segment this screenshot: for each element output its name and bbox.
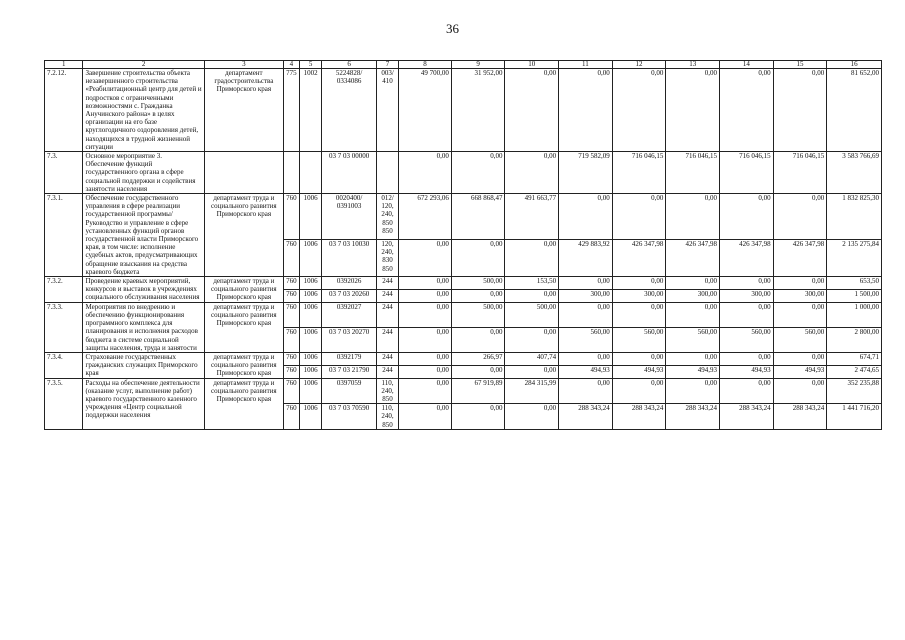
- table-cell: 674,71: [827, 352, 882, 365]
- table-cell: 560,00: [612, 327, 666, 352]
- table-cell: 0,00: [505, 69, 559, 152]
- column-header: 11: [559, 61, 613, 69]
- table-cell: 244: [376, 289, 398, 302]
- page-number: 36: [446, 21, 459, 36]
- table-cell: 5224828/ 0334086: [322, 69, 377, 152]
- table-cell: 0,00: [559, 194, 613, 240]
- table-cell: 760: [283, 378, 299, 404]
- table-cell: 0,00: [559, 302, 613, 327]
- table-cell: 426 347,98: [612, 240, 666, 277]
- column-header: 7: [376, 61, 398, 69]
- table-cell: 0,00: [559, 277, 613, 290]
- table-cell: 288 343,24: [720, 404, 774, 430]
- table-cell: 500,00: [505, 302, 559, 327]
- table-cell: 0,00: [399, 327, 452, 352]
- table-cell: 668 868,47: [451, 194, 505, 240]
- table-cell: 0,00: [451, 289, 505, 302]
- column-header: 14: [720, 61, 774, 69]
- table-cell: 0,00: [666, 352, 720, 365]
- table-cell: 244: [376, 352, 398, 365]
- table-cell: 653,50: [827, 277, 882, 290]
- table-cell: 003/ 410: [376, 69, 398, 152]
- row-name: Расходы на обеспечение деятельности (оказание услуг, выполнение работ) краевого государственного казенного учреждения «Центр социальной поддержки населения: [83, 378, 204, 429]
- table-cell: 672 293,06: [399, 194, 452, 240]
- row-name: Проведение краевых мероприятий, конкурсов и выставок в учреждениях социального обслуживания населения: [83, 277, 204, 303]
- row-name: Основное мероприятие 3. Обеспечение функций государственного органа в сфере социальной поддержки и содействия занятости населения: [83, 152, 204, 194]
- table-cell: 560,00: [720, 327, 774, 352]
- table-cell: 0392179: [322, 352, 377, 365]
- row-department: департамент труда и социального развития Приморского края: [204, 277, 283, 303]
- column-header: 5: [300, 61, 322, 69]
- table-cell: 0,00: [505, 327, 559, 352]
- table-cell: 0,00: [720, 194, 774, 240]
- table-cell: 407,74: [505, 352, 559, 365]
- table-cell: 244: [376, 365, 398, 378]
- row-department: департамент труда и социального развития Приморского края: [204, 302, 283, 352]
- table-cell: 716 046,15: [612, 152, 666, 194]
- table-cell: 03 7 03 70590: [322, 404, 377, 430]
- table-cell: 494,93: [559, 365, 613, 378]
- table-cell: 81 652,00: [827, 69, 882, 152]
- table-cell: 300,00: [559, 289, 613, 302]
- column-header: 1: [45, 61, 83, 69]
- table-cell: 1002: [300, 69, 322, 152]
- table-cell: 0,00: [399, 302, 452, 327]
- column-header: 15: [773, 61, 827, 69]
- table-cell: 760: [283, 289, 299, 302]
- table-cell: 1006: [300, 404, 322, 430]
- table-cell: 560,00: [773, 327, 827, 352]
- table-cell: 288 343,24: [559, 404, 613, 430]
- table-cell: 244: [376, 327, 398, 352]
- table-cell: 153,50: [505, 277, 559, 290]
- row-number: 7.3.4.: [45, 352, 83, 378]
- table-cell: 1006: [300, 194, 322, 240]
- column-header: 12: [612, 61, 666, 69]
- table-cell: 426 347,98: [773, 240, 827, 277]
- table-cell: 0,00: [451, 152, 505, 194]
- table-cell: 0,00: [773, 352, 827, 365]
- column-header: 6: [322, 61, 377, 69]
- table-cell: 0,00: [399, 352, 452, 365]
- table-cell: 760: [283, 194, 299, 240]
- table-cell: 67 919,89: [451, 378, 505, 404]
- column-header: 8: [399, 61, 452, 69]
- table-cell: 0,00: [505, 404, 559, 430]
- row-number: 7.2.12.: [45, 69, 83, 152]
- table-cell: 0,00: [399, 152, 452, 194]
- table-cell: 426 347,98: [666, 240, 720, 277]
- table-cell: 0,00: [612, 277, 666, 290]
- table-cell: 1 500,00: [827, 289, 882, 302]
- table-cell: 0,00: [559, 378, 613, 404]
- row-department: департамент градостроительства Приморского края: [204, 69, 283, 152]
- table-cell: 0,00: [559, 69, 613, 152]
- table-cell: 1006: [300, 352, 322, 365]
- table-cell: 760: [283, 365, 299, 378]
- column-header: 9: [451, 61, 505, 69]
- table-cell: 500,00: [451, 277, 505, 290]
- table-cell: 266,97: [451, 352, 505, 365]
- table-cell: 352 235,88: [827, 378, 882, 404]
- table-cell: 0,00: [399, 240, 452, 277]
- table-cell: 0,00: [666, 302, 720, 327]
- table-cell: 1006: [300, 277, 322, 290]
- table-cell: [283, 152, 299, 194]
- table-cell: 3 583 766,69: [827, 152, 882, 194]
- table-cell: 719 582,09: [559, 152, 613, 194]
- table-cell: 0,00: [505, 152, 559, 194]
- table-row: [45, 277, 882, 290]
- table-cell: 1006: [300, 365, 322, 378]
- table-cell: 284 315,99: [505, 378, 559, 404]
- table-cell: 1006: [300, 378, 322, 404]
- table-cell: 03 7 03 00000: [322, 152, 377, 194]
- table-cell: 31 952,00: [451, 69, 505, 152]
- table-cell: 0,00: [399, 378, 452, 404]
- table-cell: 1006: [300, 302, 322, 327]
- table-cell: 760: [283, 240, 299, 277]
- table-cell: 0,00: [773, 302, 827, 327]
- table-cell: 244: [376, 302, 398, 327]
- table-cell: 0,00: [451, 365, 505, 378]
- table-cell: 0,00: [612, 302, 666, 327]
- row-name: Завершение строительства объекта незавершенного строительства «Реабилитационный центр для детей и подростков с ограниченными возможностями с. Гражданка Анучинского района» в целях организации на его базе круглогодичного оздоровления детей, находящихся в трудной жизненной ситуации: [83, 69, 204, 152]
- table-cell: 2 800,00: [827, 327, 882, 352]
- table-cell: 0,00: [612, 352, 666, 365]
- table-cell: 760: [283, 404, 299, 430]
- table-cell: 300,00: [666, 289, 720, 302]
- table-cell: 426 347,98: [720, 240, 774, 277]
- table-cell: 494,93: [666, 365, 720, 378]
- table-cell: 0,00: [559, 352, 613, 365]
- table-cell: 560,00: [559, 327, 613, 352]
- table-cell: 300,00: [612, 289, 666, 302]
- column-header: 13: [666, 61, 720, 69]
- table-cell: 760: [283, 352, 299, 365]
- table-row: [45, 378, 882, 404]
- table-cell: 0,00: [720, 69, 774, 152]
- table-cell: 0392027: [322, 302, 377, 327]
- table-cell: 0,00: [720, 277, 774, 290]
- column-header: 3: [204, 61, 283, 69]
- row-number: 7.3.5.: [45, 378, 83, 429]
- table-cell: 110, 240, 850: [376, 404, 398, 430]
- table-cell: 0,00: [773, 194, 827, 240]
- table-cell: 1006: [300, 327, 322, 352]
- column-header-row: [45, 61, 882, 69]
- table-body: [45, 69, 882, 430]
- table-cell: 0,00: [451, 404, 505, 430]
- table-cell: 760: [283, 327, 299, 352]
- row-department: департамент труда и социального развития Приморского края: [204, 352, 283, 378]
- table-cell: 0,00: [666, 378, 720, 404]
- table-cell: 0020400/ 0391003: [322, 194, 377, 240]
- row-number: 7.3.3.: [45, 302, 83, 352]
- column-header: 4: [283, 61, 299, 69]
- table-cell: 0,00: [399, 365, 452, 378]
- table-cell: 0,00: [666, 277, 720, 290]
- column-header: 10: [505, 61, 559, 69]
- table-cell: 244: [376, 277, 398, 290]
- table-cell: 2 474,65: [827, 365, 882, 378]
- table-cell: 716 046,15: [773, 152, 827, 194]
- table-cell: 012/ 120, 240, 850 850: [376, 194, 398, 240]
- table-cell: 1006: [300, 240, 322, 277]
- table-cell: 49 700,00: [399, 69, 452, 152]
- table-row: [45, 152, 882, 194]
- row-department: [204, 152, 283, 194]
- table-cell: 288 343,24: [666, 404, 720, 430]
- table-cell: 300,00: [773, 289, 827, 302]
- table-cell: 0,00: [612, 69, 666, 152]
- budget-table: [44, 60, 882, 430]
- table-cell: 0,00: [666, 194, 720, 240]
- table-cell: 0,00: [505, 289, 559, 302]
- table-cell: [376, 152, 398, 194]
- table-cell: 716 046,15: [666, 152, 720, 194]
- table-cell: 494,93: [720, 365, 774, 378]
- table-cell: 0,00: [666, 69, 720, 152]
- table-cell: 0,00: [612, 194, 666, 240]
- table-row: [45, 352, 882, 365]
- table-cell: 0,00: [399, 404, 452, 430]
- table-row: [45, 194, 882, 240]
- table-cell: 120, 240, 830 850: [376, 240, 398, 277]
- table-cell: 560,00: [666, 327, 720, 352]
- column-header: 16: [827, 61, 882, 69]
- table-cell: 2 135 275,84: [827, 240, 882, 277]
- table-cell: 429 883,92: [559, 240, 613, 277]
- table-cell: 491 663,77: [505, 194, 559, 240]
- table-cell: 300,00: [720, 289, 774, 302]
- table-cell: 0,00: [451, 327, 505, 352]
- table-cell: 0397059: [322, 378, 377, 404]
- table-cell: 1 832 825,30: [827, 194, 882, 240]
- row-number: 7.3.1.: [45, 194, 83, 277]
- table-cell: 288 343,24: [773, 404, 827, 430]
- table-cell: [300, 152, 322, 194]
- table-cell: 0,00: [773, 378, 827, 404]
- table-cell: 03 7 03 10030: [322, 240, 377, 277]
- column-header: 2: [83, 61, 204, 69]
- table-cell: 0,00: [399, 289, 452, 302]
- table-row: [45, 302, 882, 327]
- table-cell: 0,00: [720, 378, 774, 404]
- table-cell: 494,93: [773, 365, 827, 378]
- row-number: 7.3.2.: [45, 277, 83, 303]
- table-cell: 03 7 03 20270: [322, 327, 377, 352]
- table-cell: 0,00: [773, 69, 827, 152]
- table-cell: 1 441 716,20: [827, 404, 882, 430]
- row-department: департамент труда и социального развития Приморского края: [204, 194, 283, 277]
- table-cell: 0,00: [505, 240, 559, 277]
- table-cell: 760: [283, 302, 299, 327]
- table-cell: 03 7 03 21790: [322, 365, 377, 378]
- table-cell: 0,00: [773, 277, 827, 290]
- table-cell: 760: [283, 277, 299, 290]
- row-number: 7.3.: [45, 152, 83, 194]
- row-name: Обеспечение государственного управления в сфере реализации государственной программы/ Руководство и управление в сфере установленных функций органов государственной власти Приморского края, в том числе: исполнение судебных актов, предусматривающих обращение взыскания на средства краевого бюджета: [83, 194, 204, 277]
- table-cell: 494,93: [612, 365, 666, 378]
- table-row: [45, 69, 882, 152]
- table-cell: 0,00: [612, 378, 666, 404]
- row-department: департамент труда и социального развития Приморского края: [204, 378, 283, 429]
- table-cell: 1 000,00: [827, 302, 882, 327]
- table-cell: 716 046,15: [720, 152, 774, 194]
- table-cell: 0392026: [322, 277, 377, 290]
- row-name: Мероприятия по внедрению и обеспечению функционирования программного комплекса для планирования и исполнения расходов бюджета в системе социальной защиты населения, труда и занятости: [83, 302, 204, 352]
- table-cell: 775: [283, 69, 299, 152]
- table-cell: 0,00: [505, 365, 559, 378]
- table-cell: 0,00: [399, 277, 452, 290]
- table-cell: 288 343,24: [612, 404, 666, 430]
- row-name: Страхование государственных гражданских служащих Приморского края: [83, 352, 204, 378]
- table-cell: 0,00: [720, 302, 774, 327]
- table-cell: 110, 240, 850: [376, 378, 398, 404]
- table-cell: 1006: [300, 289, 322, 302]
- table-cell: 0,00: [720, 352, 774, 365]
- table-cell: 500,00: [451, 302, 505, 327]
- table-cell: 03 7 03 20260: [322, 289, 377, 302]
- table-cell: 0,00: [451, 240, 505, 277]
